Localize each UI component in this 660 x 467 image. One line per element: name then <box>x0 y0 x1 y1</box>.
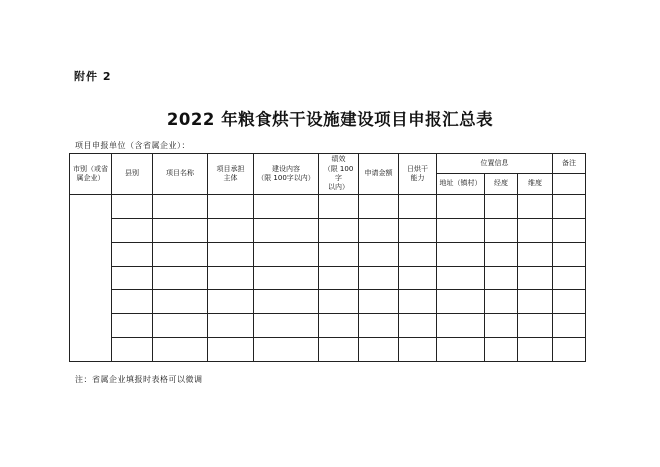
table-cell <box>399 314 437 338</box>
table-cell <box>359 338 399 362</box>
table-row <box>70 314 586 338</box>
table-cell <box>485 242 518 266</box>
header-project-name: 项目名称 <box>153 154 208 195</box>
table-cell <box>153 338 208 362</box>
header-row-1 <box>70 154 586 174</box>
table-row <box>70 290 586 314</box>
table-cell <box>399 290 437 314</box>
table-row <box>70 338 586 362</box>
table-cell <box>112 195 153 219</box>
header-latitude: 维度 <box>518 174 553 195</box>
table-cell <box>553 242 586 266</box>
table-cell <box>518 314 553 338</box>
remarks-subcell <box>553 174 586 195</box>
table-cell <box>112 218 153 242</box>
table-cell <box>485 218 518 242</box>
table-cell <box>518 218 553 242</box>
header-performance-line-3: 以内） <box>328 183 349 192</box>
header-city-line-2: 属企业） <box>76 174 105 182</box>
summary-table <box>69 153 586 362</box>
table-cell <box>153 242 208 266</box>
table-cell <box>399 242 437 266</box>
table-cell <box>518 266 553 290</box>
table-cell <box>153 218 208 242</box>
header-longitude: 经度 <box>485 174 518 195</box>
table-cell <box>437 242 485 266</box>
table-cell <box>485 338 518 362</box>
header-city-line-1: 市别（或省 <box>73 164 108 173</box>
city-cell <box>70 195 112 362</box>
table-row <box>70 218 586 242</box>
table-cell <box>399 218 437 242</box>
table-cell <box>359 195 399 219</box>
table-cell <box>112 266 153 290</box>
header-content-line-1: 建设内容 <box>272 164 300 173</box>
table-cell <box>518 290 553 314</box>
table-cell <box>112 338 153 362</box>
table-cell <box>112 314 153 338</box>
applicant-unit-label: 项目申报单位（含省属企业）： <box>75 141 190 150</box>
header-location: 位置信息 <box>437 154 553 174</box>
table-cell <box>553 218 586 242</box>
table-cell <box>485 290 518 314</box>
table-cell <box>399 338 437 362</box>
table-cell <box>437 218 485 242</box>
table-cell <box>518 242 553 266</box>
table-cell <box>208 218 254 242</box>
table-cell <box>359 242 399 266</box>
header-capacity-line-2: 能力 <box>410 174 425 182</box>
table-cell <box>553 195 586 219</box>
table-cell <box>399 266 437 290</box>
header-address: 地址（镇村） <box>437 174 485 195</box>
table-cell <box>319 314 359 338</box>
table-cell <box>437 290 485 314</box>
table-cell <box>359 218 399 242</box>
header-capacity <box>399 154 437 195</box>
header-city <box>70 154 112 195</box>
table-cell <box>399 195 437 219</box>
table-cell <box>208 195 254 219</box>
table-cell <box>153 266 208 290</box>
header-performance-line-1: 绩效 <box>331 155 346 164</box>
table-cell <box>319 218 359 242</box>
header-performance-line-2: （限 100 字 <box>323 164 354 182</box>
header-undertaker-line-1: 项目承担 <box>216 164 245 173</box>
table-cell <box>437 195 485 219</box>
table-cell <box>319 266 359 290</box>
header-content-line-2: （限 100字以内） <box>257 174 315 182</box>
table-cell <box>319 290 359 314</box>
table-cell <box>319 195 359 219</box>
table-cell <box>359 314 399 338</box>
table-cell <box>359 290 399 314</box>
table-cell <box>254 266 319 290</box>
table-cell <box>437 266 485 290</box>
attachment-label: 附件 2 <box>74 70 112 83</box>
footnote: 注：省属企业填报时表格可以微调 <box>75 375 203 384</box>
header-undertaker-line-2: 主体 <box>223 174 238 182</box>
table-cell <box>254 218 319 242</box>
table-cell <box>254 242 319 266</box>
table-cell <box>319 242 359 266</box>
table-cell <box>153 195 208 219</box>
document-title: 2022 年粮食烘干设施建设项目申报汇总表 <box>166 110 494 129</box>
table-cell <box>208 290 254 314</box>
table-cell <box>437 314 485 338</box>
table-cell <box>518 195 553 219</box>
table-cell <box>254 338 319 362</box>
table-cell <box>359 266 399 290</box>
header-county: 县别 <box>112 154 153 195</box>
table-cell <box>319 338 359 362</box>
table-cell <box>208 314 254 338</box>
table-cell <box>153 290 208 314</box>
table-row <box>70 195 586 219</box>
table-cell <box>153 314 208 338</box>
table-cell <box>208 266 254 290</box>
header-remarks: 备注 <box>553 154 586 174</box>
table-cell <box>553 338 586 362</box>
table-cell <box>254 290 319 314</box>
table-cell <box>485 195 518 219</box>
table-row <box>70 242 586 266</box>
table-cell <box>553 314 586 338</box>
table-cell <box>208 242 254 266</box>
table-cell <box>485 314 518 338</box>
header-undertaker <box>208 154 254 195</box>
table-cell <box>553 290 586 314</box>
table-cell <box>208 338 254 362</box>
table-cell <box>553 266 586 290</box>
table-cell <box>254 195 319 219</box>
table-cell <box>112 242 153 266</box>
header-amount: 申请金额 <box>359 154 399 195</box>
table-cell <box>437 338 485 362</box>
header-capacity-line-1: 日烘干 <box>407 164 428 173</box>
header-content <box>254 154 319 195</box>
table-cell <box>112 290 153 314</box>
table-cell <box>518 338 553 362</box>
table-cell <box>485 266 518 290</box>
table-row <box>70 266 586 290</box>
table-cell <box>254 314 319 338</box>
header-performance <box>319 154 359 195</box>
